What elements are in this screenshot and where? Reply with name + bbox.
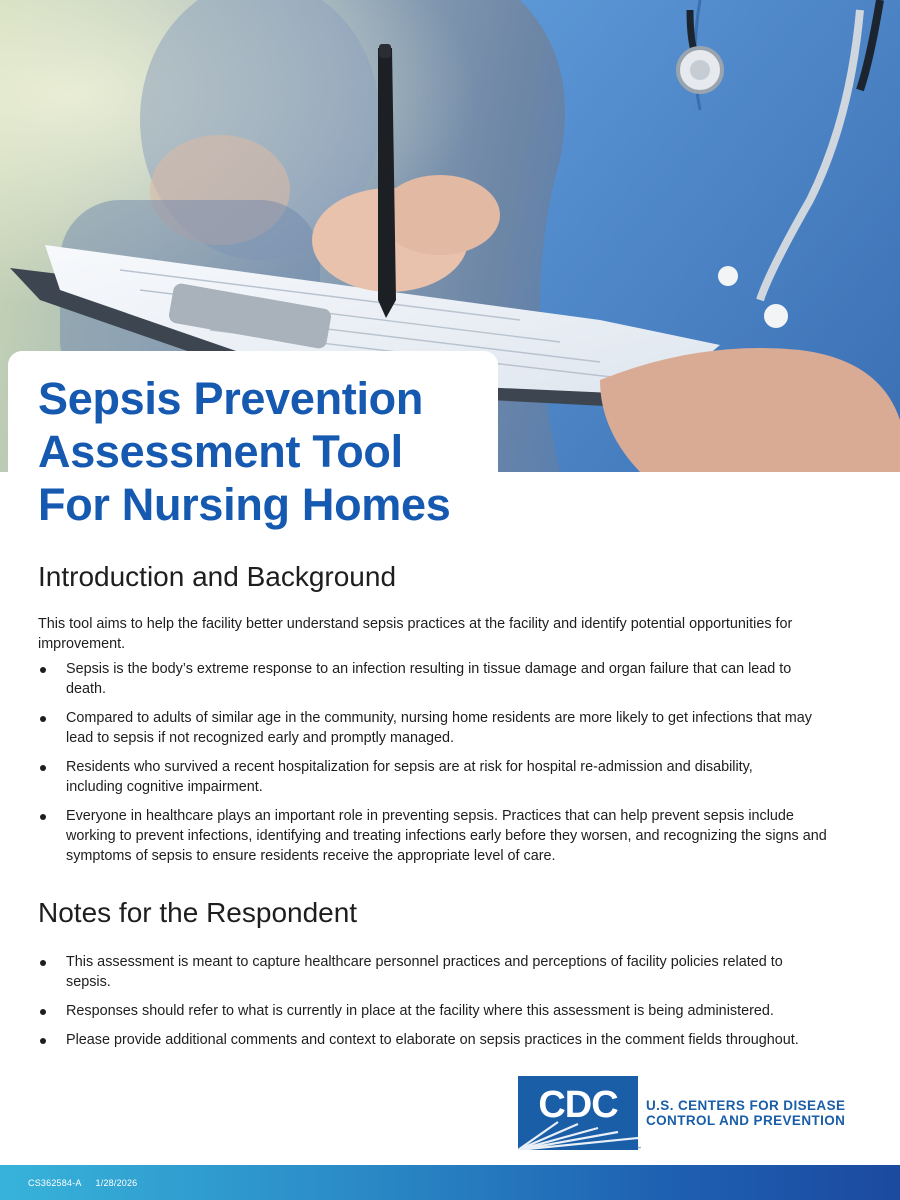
footer-bar <box>0 1165 900 1200</box>
page-title <box>38 372 508 531</box>
list-item: Residents who survived a recent hospitalization for sepsis are at risk for hospital re-admission and disability, including cognitive impairment. <box>38 757 808 797</box>
notes-heading: Notes for the Respondent <box>38 897 358 928</box>
notes-bullet-list <box>38 952 838 1050</box>
document-date: 1/28/2026 <box>95 1178 138 1188</box>
document-id: CS362584-A <box>28 1178 82 1188</box>
intro-heading: Introduction and Background <box>38 561 397 592</box>
title-line-3: For Nursing Homes <box>38 479 451 530</box>
list-item: Please provide additional comments and context to elaborate on sepsis practices in the comment fields throughout. <box>38 1030 838 1050</box>
list-item: This assessment is meant to capture healthcare personnel practices and perceptions of facility policies related to sepsis. <box>38 952 808 992</box>
cdc-logo-letters: CDC <box>538 1084 618 1126</box>
cdc-name-line-1: U.S. CENTERS FOR DISEASE <box>646 1098 846 1113</box>
list-item: Responses should refer to what is currently in place at the facility where this assessment is being administered. <box>38 1001 838 1021</box>
cdc-name-line-2: CONTROL AND PREVENTION <box>646 1113 846 1128</box>
cdc-logo <box>518 1076 638 1150</box>
list-item: Compared to adults of similar age in the community, nursing home residents are more likely to get infections that may lead to sepsis if not recognized early and promptly managed. <box>38 708 838 748</box>
title-line-1: Sepsis Prevention <box>38 373 424 424</box>
intro-paragraph: This tool aims to help the facility better understand sepsis practices at the facility and identify potential opportunities for improvement. <box>38 616 793 652</box>
intro-bullet-list <box>38 659 838 866</box>
title-line-2: Assessment Tool <box>38 426 403 477</box>
trademark-symbol: ™ <box>636 1146 641 1152</box>
footer-text <box>28 1178 137 1188</box>
cdc-agency-name <box>646 1098 886 1128</box>
list-item: Everyone in healthcare plays an important role in preventing sepsis. Practices that can help prevent sepsis include working to prevent infections, identifying and treating infections early before they worsen, and recognizing the signs and symptoms of sepsis to ensure residents receive the appropriate level of care. <box>38 806 838 866</box>
list-item: Sepsis is the body’s extreme response to an infection resulting in tissue damage and organ failure that can lead to death. <box>38 659 808 699</box>
